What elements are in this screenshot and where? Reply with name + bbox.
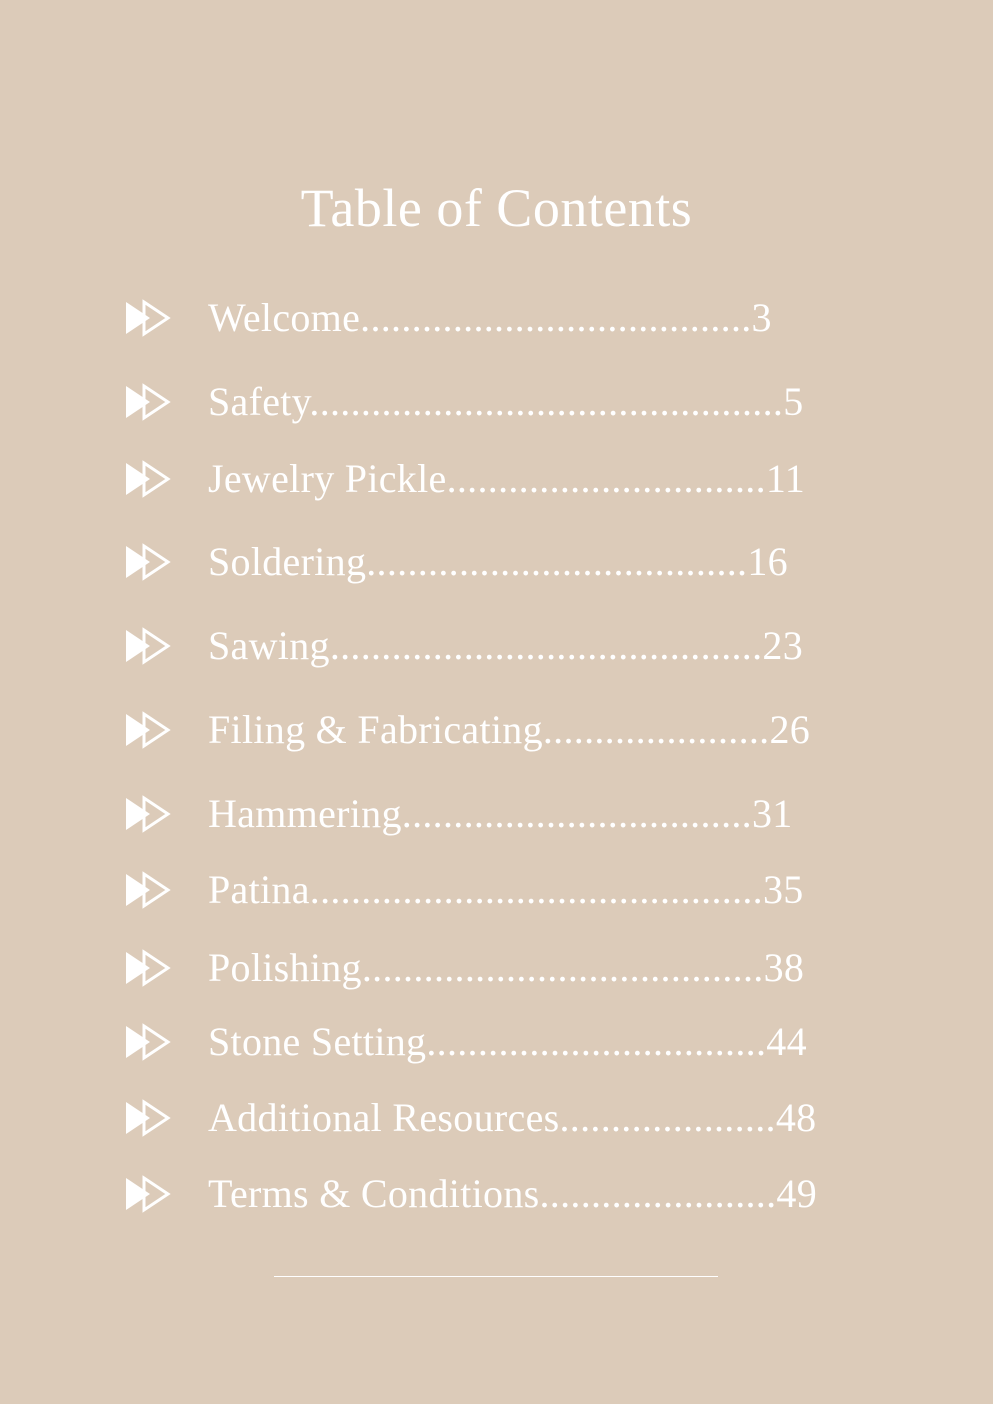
- toc-entry-text: [208, 1164, 817, 1224]
- toc-entry-text: [208, 860, 804, 920]
- toc-entry-label: Filing & Fabricating: [208, 707, 543, 752]
- toc-entry-label: Additional Resources: [208, 1095, 560, 1140]
- toc-entry-leader: .....................................: [366, 539, 748, 584]
- double-chevron-right-icon: [124, 794, 176, 834]
- toc-entry-leader: ...............................: [446, 456, 766, 501]
- toc-entry-leader: ......................................: [360, 295, 752, 340]
- double-chevron-right-icon: [124, 382, 176, 422]
- toc-entry-page: 16: [747, 539, 788, 584]
- toc-entry-stone-setting[interactable]: [124, 1012, 807, 1072]
- toc-entry-label: Stone Setting: [208, 1019, 427, 1064]
- page-title: Table of Contents: [300, 178, 693, 238]
- toc-entry-page: 44: [766, 1019, 807, 1064]
- toc-entry-terms-conditions[interactable]: [124, 1164, 817, 1224]
- toc-entry-text: [208, 532, 788, 592]
- toc-entry-sawing[interactable]: [124, 616, 803, 676]
- toc-entry-leader: ............................................: [309, 867, 763, 912]
- toc-entry-leader: ......................: [542, 707, 770, 752]
- toc-entry-page: 49: [776, 1171, 818, 1216]
- toc-entry-leader: .................................: [426, 1019, 767, 1064]
- toc-entry-leader: ..............................................: [309, 379, 784, 424]
- toc-entry-leader: .......................................: [361, 945, 764, 990]
- toc-entry-text: [208, 700, 810, 760]
- toc-entry-page: 35: [762, 867, 804, 912]
- double-chevron-right-icon: [124, 542, 176, 582]
- double-chevron-right-icon: [124, 1098, 176, 1138]
- toc-entry-patina[interactable]: [124, 860, 804, 920]
- toc-entry-polishing[interactable]: [124, 938, 804, 998]
- toc-entry-filing-fabricating[interactable]: [124, 700, 810, 760]
- toc-entry-jewelry-pickle[interactable]: [124, 449, 805, 509]
- toc-entry-label: Terms & Conditions: [208, 1171, 540, 1216]
- toc-entry-leader: ..........................................: [329, 623, 763, 668]
- toc-entry-text: [208, 616, 803, 676]
- double-chevron-right-icon: [124, 710, 176, 750]
- double-chevron-right-icon: [124, 1174, 176, 1214]
- toc-entry-additional-resources[interactable]: [124, 1088, 816, 1148]
- toc-entry-label: Sawing: [208, 623, 330, 668]
- toc-entry-label: Patina: [208, 867, 310, 912]
- toc-entry-text: [208, 1012, 807, 1072]
- toc-entry-text: [208, 288, 772, 348]
- toc-entry-page: 3: [751, 295, 772, 340]
- toc-entry-page: 38: [763, 945, 805, 990]
- toc-entry-label: Safety: [208, 379, 310, 424]
- toc-entry-text: [208, 1088, 816, 1148]
- toc-entry-page: 11: [765, 456, 806, 501]
- toc-entry-label: Hammering: [208, 791, 402, 836]
- toc-entry-soldering[interactable]: [124, 532, 788, 592]
- double-chevron-right-icon: [124, 1022, 176, 1062]
- toc-entry-page: 5: [783, 379, 804, 424]
- toc-entry-label: Soldering: [208, 539, 367, 584]
- toc-entry-text: [208, 938, 804, 998]
- double-chevron-right-icon: [124, 459, 176, 499]
- toc-entry-welcome[interactable]: [124, 288, 772, 348]
- toc-entry-label: Jewelry Pickle: [208, 456, 447, 501]
- toc-entry-page: 31: [751, 791, 793, 836]
- toc-entry-page: 48: [775, 1095, 817, 1140]
- toc-entry-text: [208, 372, 804, 432]
- double-chevron-right-icon: [124, 948, 176, 988]
- toc-entry-hammering[interactable]: [124, 784, 793, 844]
- divider-line: [274, 1276, 718, 1277]
- toc-entry-label: Welcome: [208, 295, 361, 340]
- toc-entry-leader: .......................: [539, 1171, 777, 1216]
- double-chevron-right-icon: [124, 626, 176, 666]
- toc-entry-page: 26: [769, 707, 811, 752]
- double-chevron-right-icon: [124, 298, 176, 338]
- double-chevron-right-icon: [124, 870, 176, 910]
- toc-entry-leader: .....................: [559, 1095, 776, 1140]
- toc-entry-safety[interactable]: [124, 372, 804, 432]
- toc-entry-text: [208, 449, 805, 509]
- toc-entry-text: [208, 784, 793, 844]
- toc-entry-page: 23: [762, 623, 804, 668]
- toc-entry-leader: ..................................: [401, 791, 752, 836]
- toc-entry-label: Polishing: [208, 945, 362, 990]
